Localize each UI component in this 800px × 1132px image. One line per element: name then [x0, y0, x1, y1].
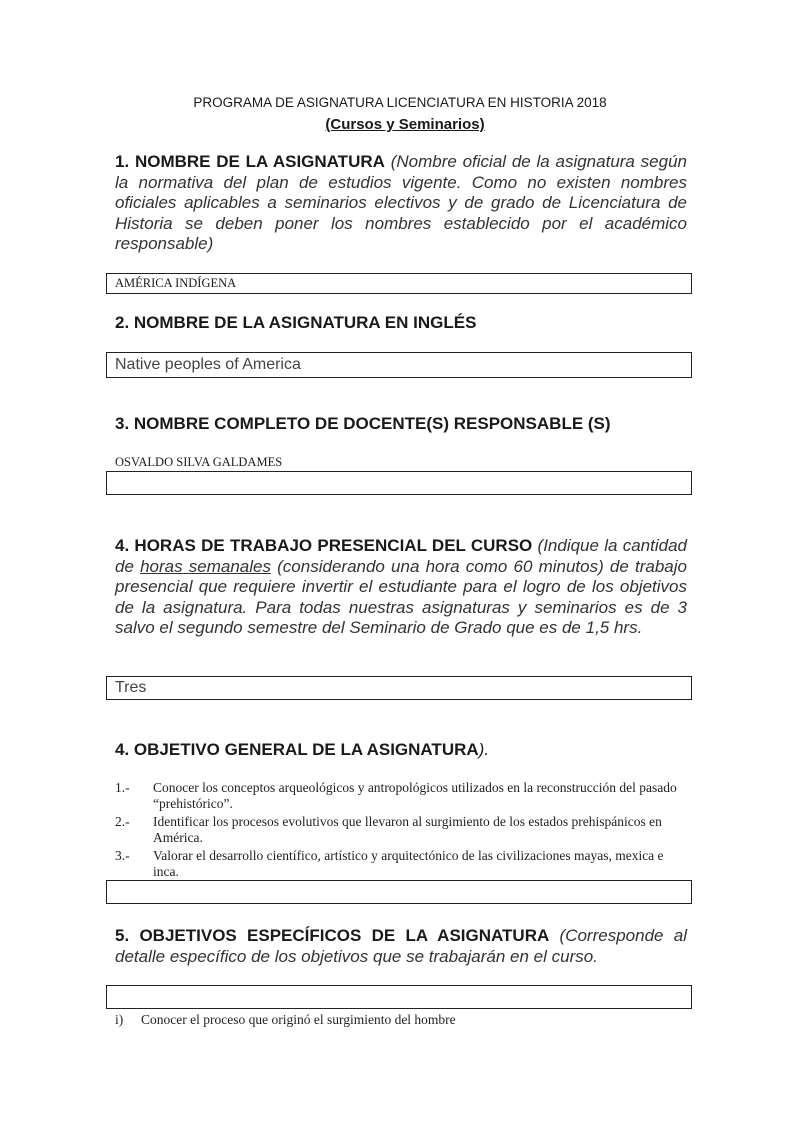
section-1-note: (Nombre oficial de la asignatura según la normativa del plan de estudios vigente. Como no existen nombres oficiales aplicables a seminarios electivos y de grado de Licenciatura de Historia se deben poner los nombres establecido por el académico responsable): [115, 152, 687, 253]
english-name-value: Native peoples of America: [115, 356, 301, 373]
list-item-text: Identificar los procesos evolutivos que llevaron al surgimiento de los estados prehispánicos en América.: [153, 814, 662, 845]
course-name-field[interactable]: [106, 273, 692, 294]
section-4b-header: [115, 740, 489, 760]
list-item-number: 3.-: [115, 848, 130, 863]
section-5-note: (Corresponde al detalle específico de los objetivos que se trabajarán en el curso.: [115, 926, 687, 966]
hours-field[interactable]: [106, 676, 692, 700]
specific-objectives-field[interactable]: [106, 985, 692, 1009]
english-name-field[interactable]: [106, 352, 692, 378]
section-4-header: [115, 536, 687, 639]
list-item-number: i): [115, 1012, 124, 1027]
document-title: PROGRAMA DE ASIGNATURA LICENCIATURA EN HISTORIA 2018: [193, 95, 607, 110]
general-objectives-list: [115, 780, 687, 882]
teacher-name-value: OSVALDO SILVA GALDAMES: [115, 455, 283, 469]
specific-objectives-list: [115, 1012, 687, 1030]
document-subtitle-text: (Cursos y Seminarios): [325, 116, 485, 133]
list-item-text: Conocer los conceptos arqueológicos y antropológicos utilizados en la reconstrucción del pasado “prehistórico”.: [153, 780, 677, 811]
list-item: [115, 814, 687, 846]
list-item: [115, 848, 687, 880]
section-3-heading: 3. NOMBRE COMPLETO DE DOCENTE(S) RESPONSABLE (S): [115, 414, 611, 433]
section-5-heading: 5. OBJETIVOS ESPECÍFICOS DE LA ASIGNATURA: [115, 926, 550, 945]
document-subtitle: [0, 116, 800, 133]
section-4b-heading: 4. OBJETIVO GENERAL DE LA ASIGNATURA: [115, 740, 479, 759]
section-1-heading: 1. NOMBRE DE LA ASIGNATURA: [115, 152, 385, 171]
list-item-text: Valorar el desarrollo científico, artístico y arquitectónico de las civilizaciones mayas, mexica e inca.: [153, 848, 664, 879]
list-item-number: 2.-: [115, 814, 130, 829]
course-name-value: AMÉRICA INDÍGENA: [115, 276, 237, 290]
section-4b-heading-tail: ).: [478, 740, 490, 759]
section-4-heading: 4. HORAS DE TRABAJO PRESENCIAL DEL CURSO: [115, 536, 533, 555]
list-item: [115, 780, 687, 812]
teacher-name-field[interactable]: [106, 471, 692, 495]
hours-value: Tres: [115, 679, 147, 696]
general-objective-field[interactable]: [106, 880, 692, 904]
section-2-heading: 2. NOMBRE DE LA ASIGNATURA EN INGLÉS: [115, 313, 477, 332]
list-item-number: 1.-: [115, 780, 130, 795]
list-item: [115, 1012, 687, 1028]
section-4-note-b: (considerando una hora como 60 minutos) de trabajo presencial que requiere invertir el estudiante para el logro de los objetivos de la asignatura. Para todas nuestras asignaturas y seminarios es de 3 salvo el segundo semestre del Seminario de Grado que es de 1,5 hrs.: [115, 556, 687, 637]
section-4-note-underlined: horas semanales: [140, 556, 271, 576]
section-1-header: [115, 152, 687, 255]
section-4-note-a: (Indique la cantidad de: [115, 536, 687, 576]
list-item-text: Conocer el proceso que originó el surgimiento del hombre: [141, 1012, 456, 1027]
section-5-header: [115, 926, 687, 967]
